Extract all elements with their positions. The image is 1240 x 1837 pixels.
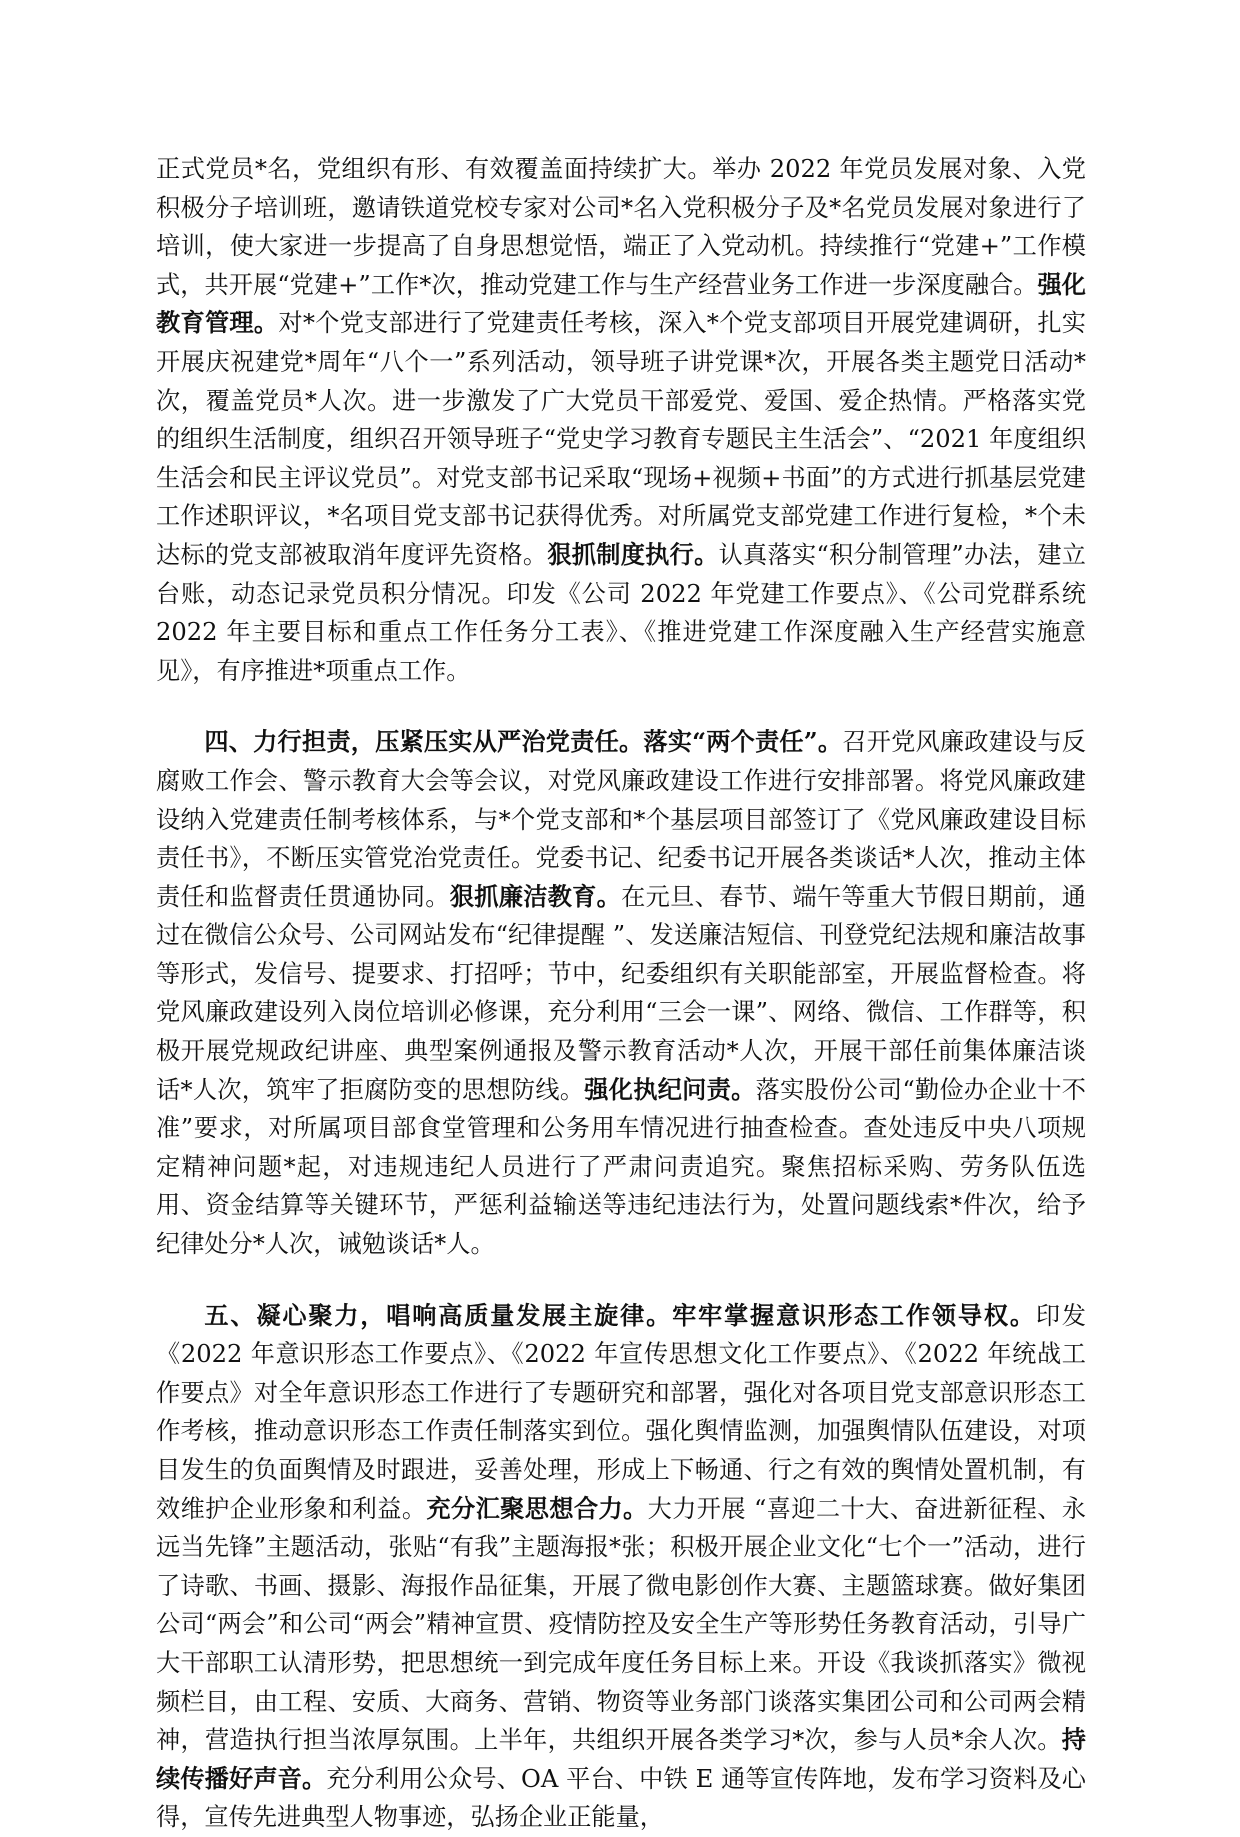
body-text: 认真落实“积分制管理”办法，建立台账，动态记录党员积分情况。印发《公司 2022 年党建工作要点》、《公司党群系统 2022 年主要目标和重点工作任务分工表》、《推进党建工作深度融入生产经营实施意见》，有序推进*项重点工作。 xyxy=(156,540,1086,685)
body-text: 对*个党支部进行了党建责任考核，深入*个党支部项目开展党建调研，扎实开展庆祝建党*周年“八个一”系列活动，领导班子讲党课*次，开展各类主题党日活动*次，覆盖党员*人次。进一步激发了广大党员干部爱党、爱国、爱企热情。严格落实党的组织生活制度，组织召开领导班子“党史学习教育专题民主生活会”、“2021 年度组织生活会和民主评议党员”。对党支部书记采取“现场+视频+书面”的方式进行抓基层党建工作述职评议，*名项目党支部书记获得优秀。对所属党支部党建工作进行复检，*个未达标的党支部被取消年度评先资格。 xyxy=(156,309,1086,569)
body-text: 大力开展 “喜迎二十大、奋进新征程、永远当先锋”主题活动，张贴“有我”主题海报*张；积极开展企业文化“七个一”活动，进行了诗歌、书画、摄影、海报作品征集，开展了微电影创作大赛、主题篮球赛。做好集团公司“两会”和公司“两会”精神宣贯、疫情防控及安全生产等形势任务教育活动，引导广大干部职工认清形势，把思想统一到完成年度任务目标上来。开设《我谈抓落实》微视频栏目，由工程、安质、大商务、营销、物资等业务部门谈落实集团公司和公司两会精神，营造执行担当浓厚氛围。上半年，共组织开展各类学习*次，参与人员*余人次。 xyxy=(156,1494,1086,1755)
bold-heading-spread-good-voice: 持续传播好声音。 xyxy=(156,1725,1086,1793)
section-heading-five: 五、凝心聚力，唱响高质量发展主旋律。 xyxy=(204,1300,673,1330)
body-text: 召开党风廉政建设与反腐败工作会、警示教育大会等会议，对党风廉政建设工作进行安排部署。将党风廉政建设纳入党建责任制考核体系，与*个党支部和*个基层项目部签订了《党风廉政建设目标责任书》，不断压实管党治党责任。党委书记、纪委书记开展各类谈话*人次，推动主体责任和监督责任贯通协同。 xyxy=(156,728,1086,911)
bold-heading-education-management: 强化教育管理。 xyxy=(156,269,1086,338)
bold-heading-ideology-leadership: 牢牢掌握意识形态工作领导权。 xyxy=(672,1300,1036,1330)
paragraph-section-five xyxy=(156,1297,1086,1837)
body-text: 正式党员*名，党组织有形、有效覆盖面持续扩大。举办 2022 年党员发展对象、入党积极分子培训班，邀请铁道党校专家对公司*名入党积极分子及*名党员发展对象进行了培训，使大家进一步提高了自身思想觉悟，端正了入党动机。持续推行“党建+”工作模式，共开展“党建+”工作*次，推动党建工作与生产经营业务工作进一步深度融合。 xyxy=(156,155,1086,299)
bold-heading-system-execution: 狠抓制度执行。 xyxy=(547,539,719,569)
section-heading-four: 四、力行担责，压紧压实从严治党责任。 xyxy=(204,727,644,757)
bold-heading-integrity-education: 狠抓廉洁教育。 xyxy=(449,881,622,911)
document-page xyxy=(156,150,1086,1837)
paragraph-spacer xyxy=(156,690,1086,723)
bold-heading-discipline-accountability: 强化执纪问责。 xyxy=(584,1074,756,1104)
body-text: 印发《2022 年意识形态工作要点》、《2022 年宣传思想文化工作要点》、《2022 年统战工作要点》对全年意识形态工作进行了专题研究和部署，强化对各项目党支部意识形态工作考核，推动意识形态工作责任制落实到位。强化舆情监测，加强舆情队伍建设，对项目发生的负面舆情及时跟进，妥善处理，形成上下畅通、行之有效的舆情处置机制，有效维护企业形象和利益。 xyxy=(156,1301,1086,1523)
body-text: 落实股份公司“勤俭办企业十不准”要求，对所属项目部食堂管理和公务用车情况进行抽查检查。查处违反中央八项规定精神问题*起，对违规违纪人员进行了严肃问责追究。聚焦招标采购、劳务队伍选用、资金结算等关键环节，严惩利益输送等违纪违法行为，处置问题线索*件次，给予纪律处分*人次，诫勉谈话*人。 xyxy=(156,1075,1086,1259)
body-text: 在元旦、春节、端午等重大节假日期前，通过在微信公众号、公司网站发布“纪律提醒 ”、发送廉洁短信、刊登党纪法规和廉洁故事等形式，发信号、提要求、打招呼；节中，纪委组织有关职能部室，开展监督检查。将党风廉政建设列入岗位培训必修课，充分利用“三会一课”、网络、微信、工作群等，积极开展党规政纪讲座、典型案例通报及警示教育活动*人次，开展干部任前集体廉洁谈话*人次，筑牢了拒腐防变的思想防线。 xyxy=(156,882,1086,1104)
paragraph-section-four xyxy=(156,723,1086,1263)
bold-heading-two-responsibilities: 落实“两个责任”。 xyxy=(643,727,843,757)
paragraph-spacer xyxy=(156,1264,1086,1297)
paragraph-party-building-continued xyxy=(156,150,1086,690)
bold-heading-thought-synergy: 充分汇聚思想合力。 xyxy=(426,1493,648,1523)
body-text: 充分利用公众号、OA 平台、中铁 E 通等宣传阵地，发布学习资料及心得，宣传先进典型人物事迹，弘扬企业正能量， xyxy=(156,1764,1086,1832)
